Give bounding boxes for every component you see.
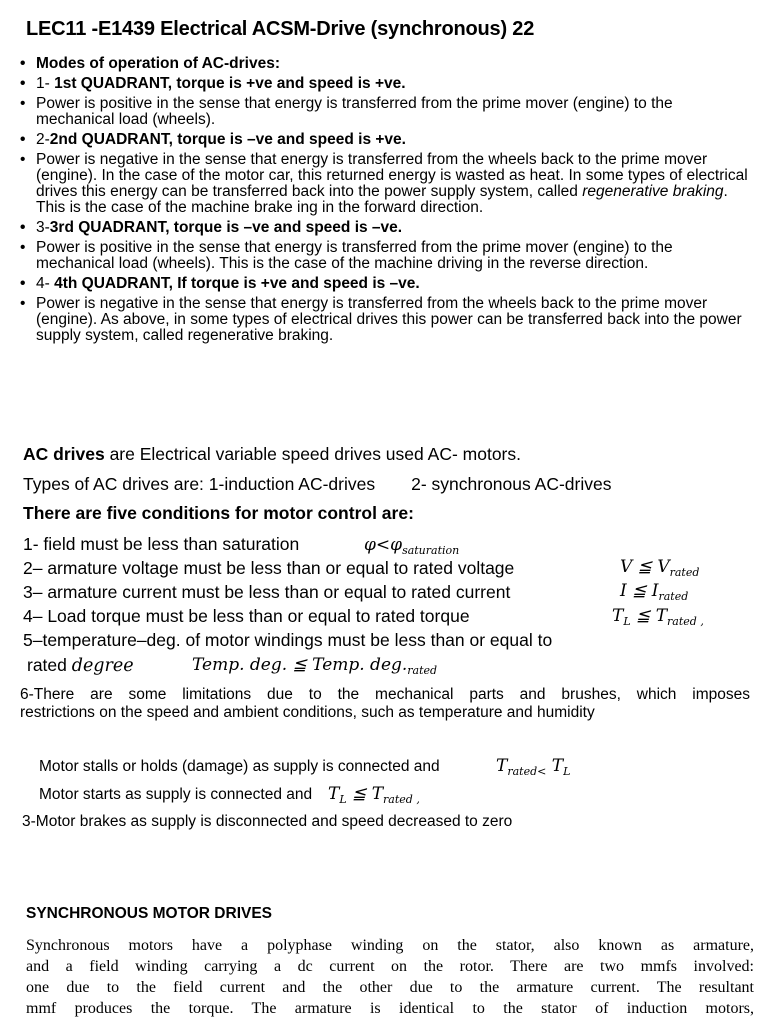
condition-3: 3– armature current must be less than or equal to rated current (23, 582, 511, 602)
condition-4: 4– Load torque must be less than or equal to rated torque (23, 606, 470, 626)
list-item: • 2-2nd QUADRANT, torque is –ve and speed is +ve. (18, 132, 748, 148)
condition-5-formula: Temp. deg. ≦ Temp. $deg._{rated}$ (192, 655, 438, 677)
list-item: • Power is positive in the sense that energy is transferred from the prime mover (engine) to the mechanical load (wheels). (18, 96, 748, 128)
list-item: • Power is positive in the sense that energy is transferred from the prime mover (engine) to the mechanical load (wheels). This is the case of the machine driving in the reverse direction. (18, 240, 748, 272)
list-item: • 4- 4th QUADRANT, If torque is +ve and speed is –ve. (18, 276, 748, 292)
motor-stalls-line: Motor stalls or holds (damage) as supply is connected and (39, 758, 440, 775)
condition-5: 5–temperature–deg. of motor windings must be less than or equal to (23, 630, 553, 650)
list-item: • 3-3rd QUADRANT, torque is –ve and speed is –ve. (18, 220, 748, 236)
condition-4-formula: $T_L$ ≦ $T_{rated ,}$ (612, 606, 704, 628)
modes-bullet-list (18, 56, 748, 348)
list-item: • Power is negative in the sense that energy is transferred from the wheels back to the prime mover (engine). As above, in some types of electrical drives this power can be transferred back into the power supply system, called regenerative braking. (18, 296, 748, 344)
conditions-heading: There are five conditions for motor control are: (23, 503, 414, 523)
ac-drive-types: Types of AC drives are: 1-induction AC-drives 2- synchronous AC-drives (23, 474, 612, 494)
condition-3-formula: I ≦ $I_{rated}$ (620, 581, 689, 603)
condition-2: 2– armature voltage must be less than or equal to rated voltage (23, 558, 515, 578)
condition-1: 1- field must be less than saturation (23, 534, 300, 554)
page-title: LEC11 -E1439 Electrical ACSM-Drive (synchronous) 22 (26, 18, 535, 40)
motor-starts-formula: $T_L$ ≦ $T_{rated ,}$ (328, 784, 420, 806)
motor-starts-line: Motor starts as supply is connected and (39, 786, 313, 803)
list-item: • 1- 1st QUADRANT, torque is +ve and speed is +ve. (18, 76, 748, 92)
condition-2-formula: V ≦ $V_{rated}$ (620, 557, 700, 579)
section-heading: SYNCHRONOUS MOTOR DRIVES (26, 905, 273, 922)
condition-5-continued: rated degree (27, 655, 134, 676)
list-item: • Power is negative in the sense that energy is transferred from the wheels back to the prime mover (engine). In the case of the motor car, this returned energy is wasted as heat. In some types of electrical drives this energy can be transferred back into the power supply system, called regenerative braking. This is the case of the machine brake ing in the forward direction. (18, 152, 748, 216)
motor-stalls-formula: $T_{rated<}$ $T_L$ (496, 756, 571, 778)
ac-drives-definition: AC drives are Electrical variable speed drives used AC- motors. (23, 444, 521, 464)
book-excerpt-paragraph: Synchronous motors have a polyphase winding on the stator, also known as armature, and a field winding carrying a dc current on the rotor. There are two mmfs involved: one due to the field current and the other due to the armature current. The resultant mmf produces the torque. The armature is identical to the stator of induction motors, (26, 937, 754, 1017)
limitations-paragraph: 6-There are some limitations due to the mechanical parts and brushes, which imposes restrictions on the speed and ambient conditions, such as temperature and humidity (20, 686, 750, 721)
condition-1-formula: $\varphi<\varphi_{saturation}$ (364, 535, 460, 557)
motor-brakes-line: 3-Motor brakes as supply is disconnected and speed decreased to zero (22, 813, 513, 830)
list-item: • Modes of operation of AC-drives: (18, 56, 748, 72)
